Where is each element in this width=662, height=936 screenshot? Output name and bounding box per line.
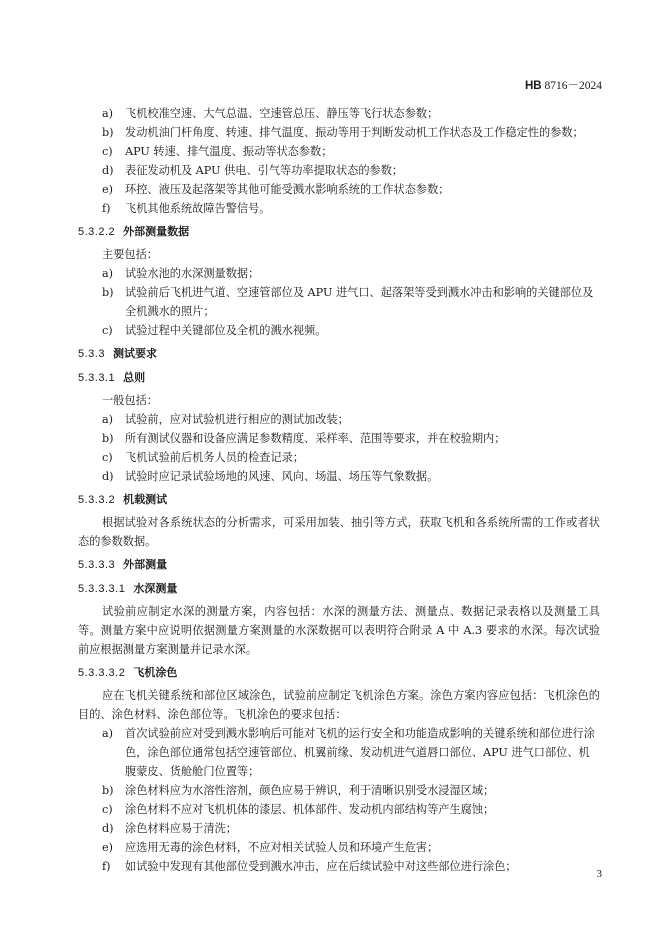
list-item: c) 试验过程中关键部位及全机的溅水视频。 — [102, 324, 327, 337]
section-heading-5-3-3-2: 5.3.3.2 机载测试 — [78, 493, 168, 506]
paragraph: 试验前应制定水深的测量方案，内容包括：水深的测量方法、测量点、数据记录表格以及测量工具等。测量方案中应说明依据测量方案测量的水深数据可以表明符合附录 A 中 A.3 要求的水深。每次试验前应根据测量方案测量并记录水深。 — [78, 605, 600, 656]
section-heading-5-3-3-3-2: 5.3.3.3.2 飞机涂色 — [78, 666, 178, 679]
paragraph: 根据试验对各系统状态的分析需求，可采用加装、抽引等方式，获取飞机和各系统所需的工作或者状态的参数数据。 — [78, 516, 600, 548]
list-item: b) 发动机油门杆角度、转速、排气温度、振动等用于判断发动机工作状态及工作稳定性的参数； — [102, 126, 584, 139]
standard-number: 8716－2024 — [544, 80, 602, 92]
list-item: a) 试验前，应对试验机进行相应的测试加改装； — [102, 413, 349, 426]
list-item: b) 所有测试仪器和设备应满足参数精度、采样率、范围等要求，并在校验期内； — [102, 432, 506, 445]
intro-text: 一般包括： — [102, 394, 158, 407]
list-item: f) 如试验中发现有其他部位受到溅水冲击，应在后续试验中对这些部位进行涂色； — [102, 860, 517, 873]
list-item: d) 涂色材料应易于清洗； — [102, 822, 237, 835]
list-item: a) 首次试验前应对受到溅水影响后可能对飞机的运行安全和功能造成影响的关键系统和部位进行涂色，涂色部位通常包括空速管部位、机翼前缘、发动机进气道唇口部位、APU 进气口部位、机腹蒙皮、货舱舱门位置等； — [102, 727, 595, 778]
section-heading-5-3-3: 5.3.3 测试要求 — [78, 347, 157, 360]
list-item: d) 试验时应记录试验场地的风速、风向、场温、场压等气象数据。 — [102, 470, 439, 483]
list-item: c) 涂色材料不应对飞机机体的漆层、机体部件、发动机内部结构等产生腐蚀； — [102, 803, 495, 816]
section-heading-5-3-3-3: 5.3.3.3 外部测量 — [78, 558, 168, 571]
document-number — [525, 77, 602, 93]
list-painting-requirements — [78, 724, 600, 876]
list-item: c) APU 转速、排气温度、振动等状态参数； — [102, 145, 333, 158]
section-heading-5-3-3-1: 5.3.3.1 总则 — [78, 371, 146, 384]
list-general — [78, 410, 600, 486]
page-number: 3 — [596, 868, 602, 880]
intro-text: 主要包括： — [102, 248, 158, 261]
list-item: c) 飞机试验前后机务人员的检查记录； — [102, 451, 305, 464]
standard-code: HB — [525, 80, 542, 92]
list-item: b) 涂色材料应为水溶性溶剂，颜色应易于辨识，利于清晰识别受水浸湿区域； — [102, 784, 495, 797]
list-item: e) 应选用无毒的涂色材料，不应对相关试验人员和环境产生危害； — [102, 841, 439, 854]
list-item: e) 环控、液压及起落架等其他可能受溅水影响系统的工作状态参数； — [102, 183, 450, 196]
document-body — [78, 104, 600, 876]
list-external-data — [78, 264, 600, 340]
list-item: b) 试验前后飞机进气道、空速管部位及 APU 进气口、起落架等受到溅水冲击和影响的关键部位及全机溅水的照片； — [102, 286, 594, 318]
list-item: f) 飞机其他系统故障告警信号。 — [102, 202, 271, 215]
list-item: d) 表征发动机及 APU 供电、引气等功率提取状态的参数； — [102, 164, 404, 177]
section-heading-5-3-3-3-1: 5.3.3.3.1 水深测量 — [78, 582, 178, 595]
list-flight-params — [78, 104, 600, 218]
paragraph: 应在飞机关键系统和部位区域涂色，试验前应制定飞机涂色方案。涂色方案内容应包括：飞机涂色的目的、涂色材料、涂色部位等。飞机涂色的要求包括： — [78, 689, 600, 721]
list-item: a) 试验水池的水深测量数据； — [102, 267, 260, 280]
section-heading-5-3-2-2: 5.3.2.2 外部测量数据 — [78, 225, 190, 238]
list-item: a) 飞机校准空速、大气总温、空速管总压、静压等飞行状态参数； — [102, 107, 439, 120]
